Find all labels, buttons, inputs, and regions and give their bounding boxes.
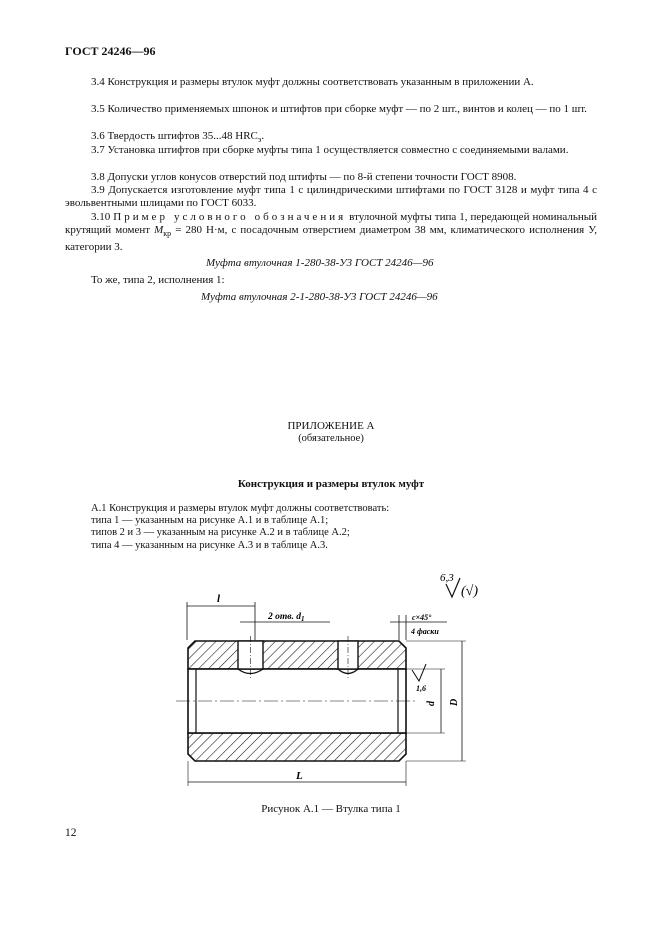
paragraph-3-4: 3.4 Конструкция и размеры втулок муфт должны соответствовать указанным в приложении А. xyxy=(91,76,534,88)
appendix-type23: типов 2 и 3 — указанным на рисунке А.2 и в таблице А.2; xyxy=(91,527,350,539)
appendix-heading: Конструкция и размеры втулок муфт xyxy=(237,478,425,490)
inner-roughness-icon xyxy=(412,664,426,681)
appendix-title: ПРИЛОЖЕНИЕ А xyxy=(287,420,375,432)
paragraph-3-5: 3.5 Количество применяемых шпонок и штифтов при сборке муфт — по 2 шт., винтов и колец — по 1 шт. xyxy=(91,103,587,115)
appendix-type4: типа 4 — указанным на рисунке А.3 и в таблице А.3. xyxy=(91,539,328,551)
dim-L-label: L xyxy=(296,770,303,782)
bushing-section xyxy=(176,636,418,761)
figure-caption: Рисунок А.1 — Втулка типа 1 xyxy=(261,803,401,815)
dim-d-label: d xyxy=(426,701,437,706)
appendix-a1: А.1 Конструкция и размеры втулок муфт должны соответствовать: xyxy=(91,503,390,514)
designation-example-1: Муфта втулочная 1-280-38-У3 ГОСТ 24246—96 xyxy=(206,257,434,269)
document-header: ГОСТ 24246—96 xyxy=(65,44,156,58)
paragraph-3-9: 3.9 Допускается изготовление муфт типа 1 с цилиндрическими штифтами по ГОСТ 3128 и муфт типа 4 с эвольвентными шлицами по ГОСТ 6033. xyxy=(65,184,597,210)
paragraph-3-10: 3.10 Пример условного обозначения втулочной муфты типа 1, передающей номинальный крутящий момент $M_{кр} = 280$ Н·м, с посадочным отверстием диаметром 38 мм, климатического исполнения У, категории 3. xyxy=(65,211,598,253)
appendix-type1: типа 1 — указанным на рисунке А.1 и в таблице А.1; xyxy=(91,515,329,527)
page-number: 12 xyxy=(65,827,77,839)
appendix-subtitle: (обязательное) xyxy=(298,433,364,444)
holes-label: 2 отв. $d_1$ xyxy=(268,612,305,623)
chamfer-count-label: 4 фаски xyxy=(411,627,439,636)
designation-example-2: Муфта втулочная 2-1-280-38-У3 ГОСТ 24246—96 xyxy=(201,291,438,303)
same-type-2-text: То же, типа 2, исполнения 1: xyxy=(91,274,225,286)
chamfer-label: c×45° xyxy=(412,613,432,622)
figure-a1-drawing xyxy=(0,560,661,800)
roughness-value: 6,3 xyxy=(440,572,454,584)
paragraph-3-6: 3.6 Твердость штифтов 35...48 $HRC_э$. xyxy=(91,130,265,145)
appendix-a1-block xyxy=(91,503,591,552)
paragraph-3-7: 3.7 Установка штифтов при сборке муфты типа 1 осуществляется совместно с соединяемыми валами. xyxy=(91,144,569,156)
paragraph-3-8: 3.8 Допуски углов конусов отверстий под штифты — по 8-й степени точности ГОСТ 8908. xyxy=(91,171,517,183)
dim-D-label: D xyxy=(449,698,460,706)
dim-l-label: l xyxy=(217,593,221,605)
inner-roughness-value: 1,6 xyxy=(416,684,426,693)
roughness-paren: (√) xyxy=(461,584,479,599)
